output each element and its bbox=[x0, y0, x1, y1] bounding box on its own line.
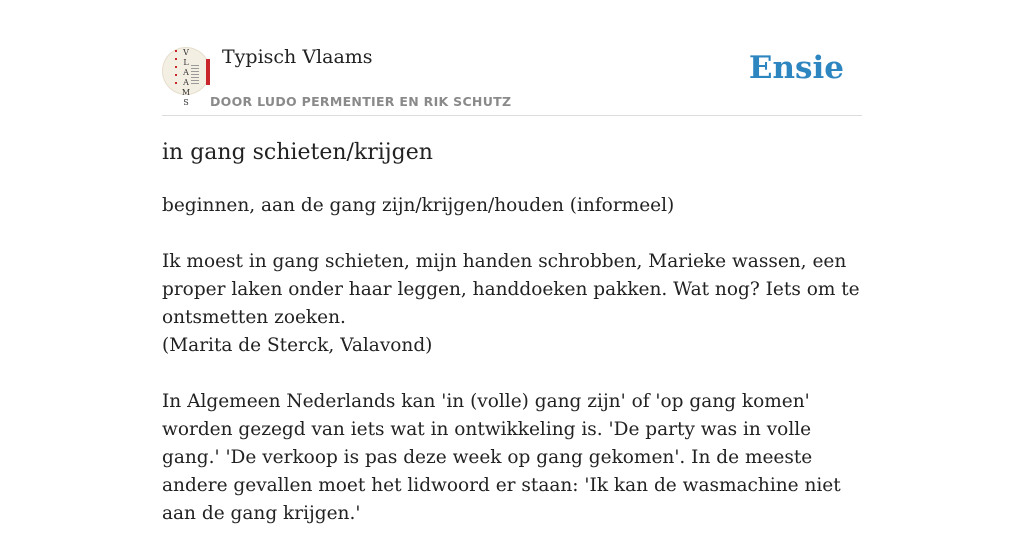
entry-body bbox=[162, 192, 862, 556]
avatar-lines-decoration bbox=[191, 65, 199, 85]
entry-source: (Marita de Sterck, Valavond) bbox=[162, 335, 433, 356]
blog-header bbox=[162, 0, 862, 116]
entry-explanation: In Algemeen Nederlands kan 'in (volle) gang zijn' of 'op gang komen' worden gezegd van iets wat in ontwikkeling is. 'De party was in volle gang.' 'De verkoop is pas deze week op gang gekomen'. In de meeste andere gevallen moet het lidwoord er staan: 'Ik kan de wasmachine niet aan de gang krijgen.' bbox=[162, 391, 841, 524]
avatar-red-stripe bbox=[206, 59, 210, 85]
blog-avatar[interactable] bbox=[162, 47, 210, 107]
brand-logo[interactable]: Ensie bbox=[748, 50, 844, 86]
blog-title[interactable]: Typisch Vlaams bbox=[222, 46, 373, 68]
blog-byline: DOOR LUDO PERMENTIER EN RIK SCHUTZ bbox=[210, 94, 512, 109]
entry-title: in gang schieten/krijgen bbox=[162, 140, 433, 165]
entry-definition: beginnen, aan de gang zijn/krijgen/houden (informeel) bbox=[162, 195, 675, 216]
entry-example: Ik moest in gang schieten, mijn handen schrobben, Marieke wassen, een proper laken onder haar leggen, handdoeken pakken. Wat nog? Iets om te ontsmetten zoeken. bbox=[162, 251, 860, 328]
entry-card bbox=[162, 0, 862, 524]
avatar-letters: V L A A M S bbox=[181, 48, 191, 107]
entry-example-block bbox=[162, 248, 862, 360]
